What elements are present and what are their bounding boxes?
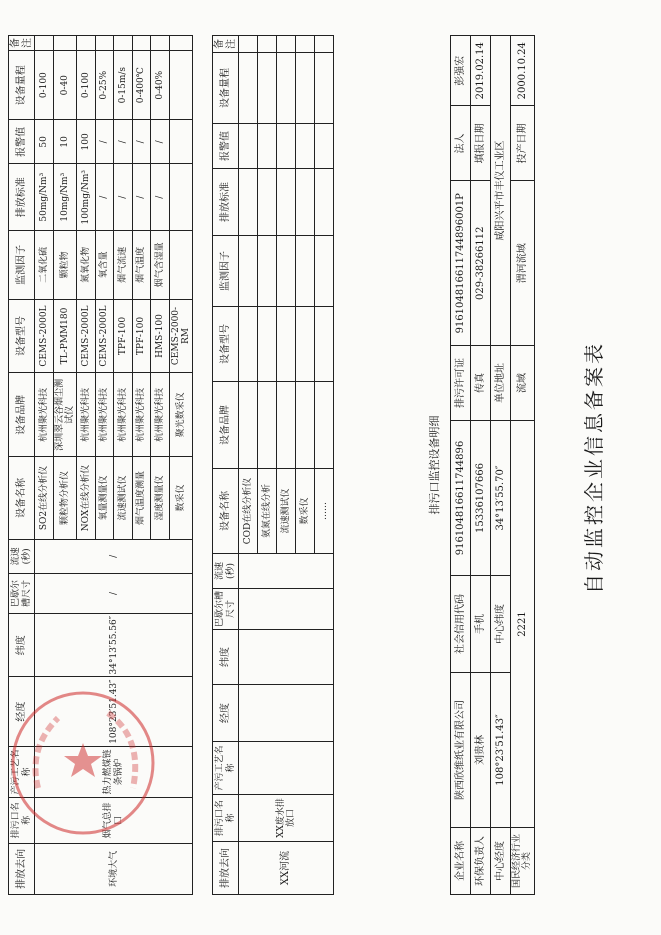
air-model: TPF-100 [132, 299, 151, 373]
air-note [132, 36, 151, 51]
label-lon: 中心经度 [491, 828, 511, 895]
air-model: CEMS-2000L [35, 299, 54, 373]
water-dest: XX河流 [239, 842, 334, 895]
air-std: / [95, 164, 114, 231]
wh-0: 排放去向 [213, 842, 239, 895]
air-std: / [114, 164, 133, 231]
air-note [77, 36, 96, 51]
air-model: CEMS-2000L [95, 299, 114, 373]
air-range: 0-40 [53, 51, 77, 120]
phone: 15336107666 [471, 421, 491, 576]
air-brand: 深圳翠云谷烟尘测试仪 [53, 373, 77, 457]
label-industry: 国民经济行业分类 [511, 828, 535, 895]
ah-2: 产污工艺名称 [9, 746, 35, 797]
ah-10: 监测因子 [9, 231, 35, 300]
air-model: CEMS-2000L [77, 299, 96, 373]
air-model: HMS-100 [151, 299, 170, 373]
air-std: 50mg/Nm³ [35, 164, 54, 231]
wh-14: 备注 [213, 36, 239, 53]
air-range: 0-100 [77, 51, 96, 120]
air-range: 0-25% [95, 51, 114, 120]
air-alarm: 50 [35, 120, 54, 164]
air-range [169, 51, 193, 120]
air-device: 数采仪 [169, 457, 193, 539]
air-device: 颗粒物分析仪 [53, 457, 77, 539]
env-person: 刘贵林 [471, 673, 491, 828]
air-process: 热力燃煤链条锅炉 [35, 746, 193, 797]
wh-7: 设备名称 [213, 469, 239, 554]
water-device-3: 数采仪 [296, 469, 315, 554]
air-alarm: / [95, 120, 114, 164]
air-device: NOX在线分析仪 [77, 457, 96, 539]
air-note [95, 36, 114, 51]
fill-date: 2019.02.14 [471, 36, 491, 106]
air-factor: 氧含量 [95, 231, 114, 300]
air-parshall: / [35, 574, 193, 614]
air-flow: / [35, 539, 193, 573]
label-company-name: 企业名称 [451, 828, 471, 895]
air-model: TPF-100 [114, 299, 133, 373]
wh-6: 流速(秒) [213, 554, 239, 589]
air-factor: 二氧化硫 [35, 231, 54, 300]
ah-14: 备注 [9, 36, 35, 51]
industry: 2221 [511, 421, 535, 828]
air-brand: 杭州聚光科技 [77, 373, 96, 457]
addr: 咸阳兴平市丰仪工业区 [491, 36, 511, 346]
label-addr: 单位地址 [491, 346, 511, 421]
air-brand: 杭州聚光科技 [151, 373, 170, 457]
credit-code: 916104816611744896 [451, 421, 471, 576]
air-alarm: 10 [53, 120, 77, 164]
air-factor: 颗粒物 [53, 231, 77, 300]
air-factor: 氮氧化物 [77, 231, 96, 300]
ah-5: 巴歇尔槽尺寸 [9, 574, 35, 614]
air-dest: 环境大气 [35, 843, 193, 894]
air-lat: 34°13′55.56″ [35, 613, 193, 677]
wh-3: 经度 [213, 685, 239, 742]
air-alarm [169, 120, 193, 164]
air-lon: 108°23′51.43″ [35, 677, 193, 746]
air-note [35, 36, 54, 51]
air-outlet: 烟气总排口 [35, 798, 193, 844]
company-name: 陕西欣维纸业有限公司 [451, 673, 471, 828]
wh-4: 纬度 [213, 630, 239, 685]
permit: 916104816611744896001P [451, 181, 471, 346]
company-info-table [450, 35, 535, 895]
ah-9: 设备型号 [9, 299, 35, 373]
water-device-4: …… [315, 469, 334, 554]
water-outlet-table [212, 35, 334, 895]
section-title: 排污口监控设备明细 [428, 415, 441, 515]
wh-11: 排放标准 [213, 169, 239, 236]
air-std: 10mg/Nm³ [53, 164, 77, 231]
air-device: 氧量测量仪 [95, 457, 114, 539]
wh-10: 监测因子 [213, 236, 239, 307]
label-fax: 传真 [471, 346, 491, 421]
air-std: 100mg/Nm³ [77, 164, 96, 231]
wh-2: 产污工艺名称 [213, 742, 239, 795]
label-credit-code: 社会信用代码 [451, 576, 471, 673]
air-brand: 杭州聚光科技 [114, 373, 133, 457]
air-range: 0-400℃ [132, 51, 151, 120]
wh-8: 设备品牌 [213, 382, 239, 469]
label-basin: 流域 [511, 346, 535, 421]
wh-12: 报警值 [213, 124, 239, 169]
label-legal: 法人 [451, 106, 471, 181]
legal: 彭强宏 [451, 36, 471, 106]
air-range: 0-100 [35, 51, 54, 120]
seal-icon [8, 688, 158, 838]
ah-1: 排污口名称 [9, 798, 35, 844]
air-model: CEMS-2000-RM [169, 299, 193, 373]
label-fill-date: 填报日期 [471, 106, 491, 181]
ah-13: 设备量程 [9, 51, 35, 120]
label-env: 环保负责人 [471, 828, 491, 895]
ah-8: 设备品牌 [9, 373, 35, 457]
air-device: 烟气温度测量 [132, 457, 151, 539]
air-alarm: / [132, 120, 151, 164]
ah-0: 排放去向 [9, 843, 35, 894]
company-seal [8, 688, 158, 838]
ah-11: 排放标准 [9, 164, 35, 231]
water-device-2: 流速测试仪 [277, 469, 296, 554]
prod-date: 2000.10.24 [511, 36, 535, 106]
air-device: SO2在线分析仪 [35, 457, 54, 539]
air-factor: 烟气含湿量 [151, 231, 170, 300]
air-note [169, 36, 193, 51]
wh-5: 巴歇尔槽尺寸 [213, 589, 239, 630]
label-prod-date: 投产日期 [511, 106, 535, 181]
air-note [53, 36, 77, 51]
ah-4: 纬度 [9, 613, 35, 677]
air-factor: 烟气温度 [132, 231, 151, 300]
water-outlet: XX废水排放口 [239, 795, 334, 842]
water-device-0: COD在线分析仪 [239, 469, 258, 554]
air-device: 流速测试仪 [114, 457, 133, 539]
wh-1: 排污口名称 [213, 795, 239, 842]
air-brand: 杭州聚光科技 [132, 373, 151, 457]
ah-3: 经度 [9, 677, 35, 746]
basin: 渭河流域 [511, 181, 535, 346]
water-device-1: 氨氮在线分析 [258, 469, 277, 554]
air-std [169, 164, 193, 231]
air-range: 0-40% [151, 51, 170, 120]
air-factor [169, 231, 193, 300]
air-range: 0-15m/s [114, 51, 133, 120]
air-std: / [151, 164, 170, 231]
wh-9: 设备型号 [213, 307, 239, 382]
air-alarm: / [151, 120, 170, 164]
label-permit: 排污许可证 [451, 346, 471, 421]
wh-13: 设备量程 [213, 53, 239, 124]
air-factor: 烟气流速 [114, 231, 133, 300]
air-brand: 杭州聚光科技 [35, 373, 54, 457]
ah-6: 流速(秒) [9, 539, 35, 573]
water-header-row [213, 36, 239, 895]
label-lat: 中心纬度 [491, 576, 511, 673]
air-alarm: / [114, 120, 133, 164]
air-brand: 杭州聚光科技 [95, 373, 114, 457]
air-std: / [132, 164, 151, 231]
fax: 029-38266112 [471, 181, 491, 346]
form-title: 自动监控企业信息备案表 [582, 341, 606, 594]
lat: 34°13′55.70″ [491, 421, 511, 576]
air-brand: 聚光数采仪 [169, 373, 193, 457]
air-note [114, 36, 133, 51]
air-model: TL-PMM180 [53, 299, 77, 373]
air-alarm: 100 [77, 120, 96, 164]
air-note [151, 36, 170, 51]
label-phone: 手机 [471, 576, 491, 673]
air-device: 湿度测量仪 [151, 457, 170, 539]
lon: 108°23′51.43″ [491, 673, 511, 828]
ah-12: 报警值 [9, 120, 35, 164]
ah-7: 设备名称 [9, 457, 35, 539]
